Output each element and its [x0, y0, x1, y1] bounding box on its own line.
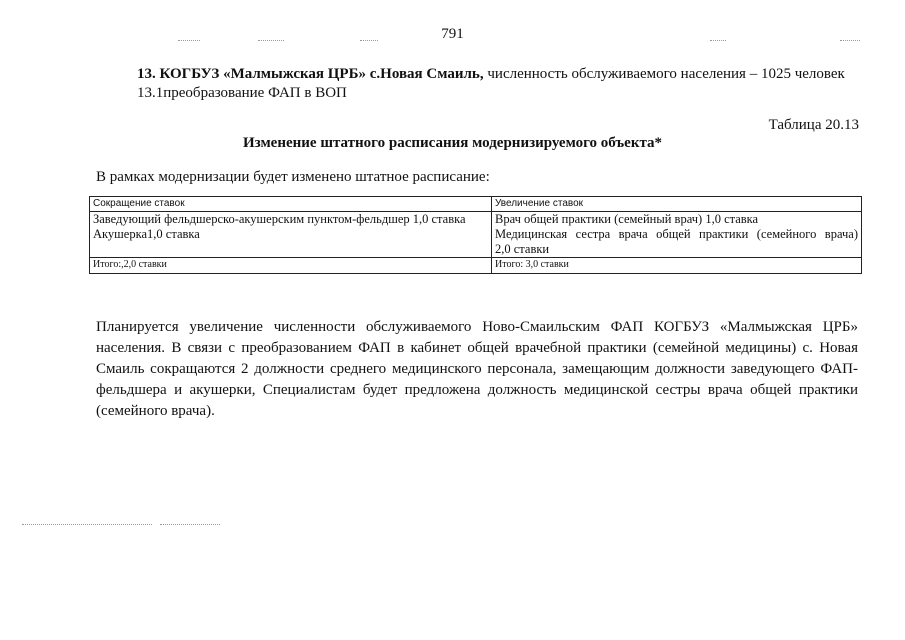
body-paragraph — [96, 317, 858, 422]
total-reduction: Итого:,2,0 ставки — [90, 258, 492, 274]
staff-table — [89, 196, 862, 274]
increase-item-nurse-rate: 2,0 ставки — [495, 242, 550, 256]
paragraph-line: Планируется увеличение численности обслуживаемого Ново-Смаильским ФАП КОГБУЗ «Малмыжская ЦРБ» — [96, 319, 858, 335]
intro-text: В рамках модернизации будет изменено штатное расписание: — [96, 169, 490, 185]
table-number: Таблица 20.13 — [768, 117, 859, 133]
scan-dots-top-right — [710, 40, 726, 41]
scan-dots-top-far-right — [840, 40, 860, 41]
table-title: Изменение штатного расписания модернизируемого объекта* — [242, 135, 663, 151]
scan-dots-top-left — [178, 40, 200, 41]
section-heading-bold: 13. КОГБУЗ «Малмыжская ЦРБ» с.Новая Смаиль, — [137, 66, 484, 82]
scan-dots-top-mid — [258, 40, 284, 41]
increase-item-nurse: Медицинская сестра врача общей практики (семейного врача) — [495, 227, 858, 241]
page-number: 791 — [441, 26, 464, 42]
header-increase: Увеличение ставок — [492, 197, 862, 212]
scan-dots-bottom-left — [22, 524, 152, 525]
paragraph-line: населения. В связи с преобразованием ФАП в кабинет общей врачебной практики (семейной медицины) с. Новая — [96, 340, 858, 356]
reduction-item-midwife: Акушерка1,0 ставка — [93, 227, 200, 241]
table-header-row — [90, 197, 862, 212]
paragraph-line: фельдшера и акушерки, Специалистам будет предложена должность медицинской сестры врача общей практики — [96, 382, 858, 398]
section-subheading: 13.1преобразование ФАП в ВОП — [137, 85, 347, 101]
reduction-item-head-feldsher: Заведующий фельдшерско-акушерским пунктом-фельдшер 1,0 ставка — [93, 212, 466, 226]
reduction-cell — [90, 212, 492, 258]
scan-dots-top-center — [360, 40, 378, 41]
header-reduction: Сокращение ставок — [90, 197, 492, 212]
paragraph-line: Смаиль сокращаются 2 должности среднего медицинского персонала, замещающим должности заведующего ФАП- — [96, 361, 858, 377]
table-total-row — [90, 258, 862, 274]
table-body-row — [90, 212, 862, 258]
paragraph-line: (семейного врача). — [96, 403, 215, 419]
increase-cell — [492, 212, 862, 258]
section-heading — [137, 66, 845, 83]
total-increase: Итого: 3,0 ставки — [492, 258, 862, 274]
scan-dots-bottom-left-2 — [160, 524, 220, 525]
section-heading-population: численность обслуживаемого населения – 1025 человек — [487, 66, 845, 82]
increase-item-gp: Врач общей практики (семейный врач) 1,0 ставка — [495, 212, 759, 226]
